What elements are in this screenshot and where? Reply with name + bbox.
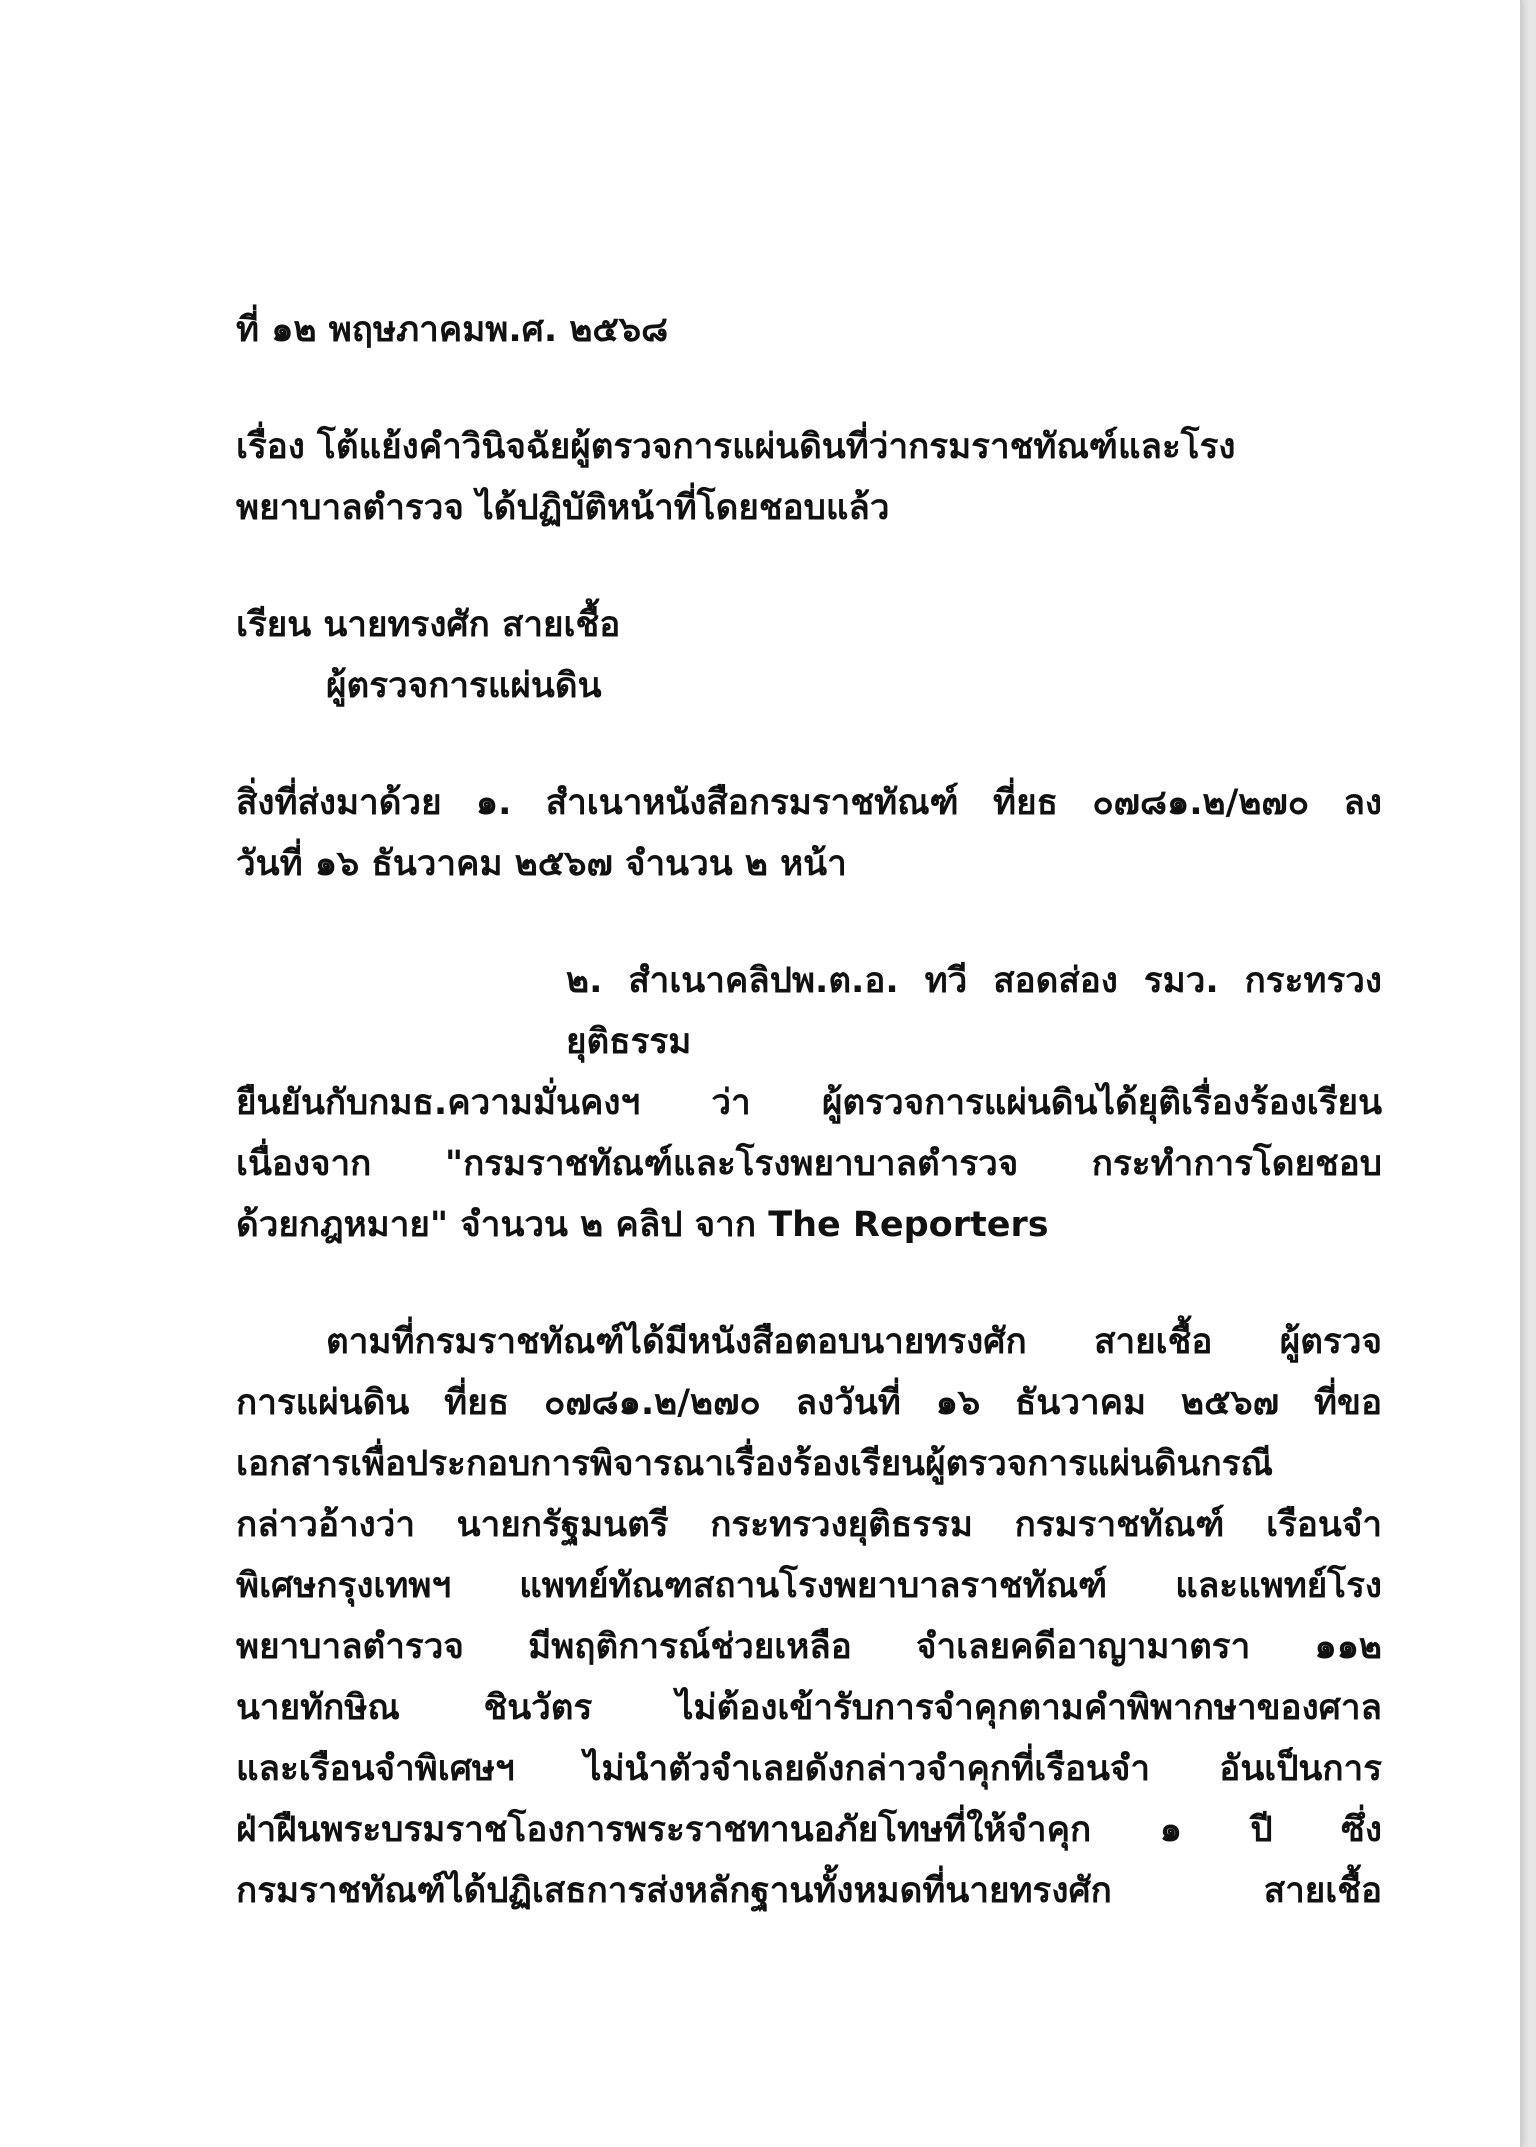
spacer (236, 717, 1382, 773)
enclosure-2-line-2: ยืนยันกับกมธ.ความมั่นคงฯ ว่า ผู้ตรวจการแผ่นดินได้ยุติเรื่องร้องเรียน (236, 1083, 1382, 1123)
body-line-7: นายทักษิณ ชินวัตร ไม่ต้องเข้ารับการจำคุกตามคำพิพากษาของศาล (236, 1688, 1382, 1728)
spacer (236, 539, 1382, 595)
enclosure-2-line-4: ด้วยกฎหมาย" จำนวน ๒ คลิป จาก The Reporters (236, 1205, 1049, 1245)
date-line: ที่ ๑๒ พฤษภาคมพ.ศ. ๒๕๖๘ (236, 310, 669, 350)
enclosure-2-line-3: เนื่องจาก "กรมราชทัณฑ์และโรงพยาบาลตำรวจ กระทำการโดยชอบ (236, 1144, 1382, 1184)
spacer (236, 1256, 1382, 1312)
subject-line-1: เรื่อง โต้แย้งคำวินิจฉัยผู้ตรวจการแผ่นดินที่ว่ากรมราชทัณฑ์และโรง (236, 427, 1236, 467)
body-line-3: เอกสารเพื่อประกอบการพิจารณาเรื่องร้องเรียนผู้ตรวจการแผ่นดินกรณี (236, 1444, 1274, 1484)
body-line-2: การแผ่นดิน ที่ยธ ๐๗๘๑.๒/๒๗๐ ลงวันที่ ๑๖ ธันวาคม ๒๕๖๗ ที่ขอ (236, 1383, 1382, 1423)
body-line-1: ตามที่กรมราชทัณฑ์ได้มีหนังสือตอบนายทรงศัก สายเชื้อ ผู้ตรวจ (326, 1322, 1382, 1362)
body-line-4: กล่าวอ้างว่า นายกรัฐมนตรี กระทรวงยุติธรรม กรมราชทัณฑ์ เรือนจำ (236, 1505, 1382, 1545)
body-line-10: กรมราชทัณฑ์ได้ปฏิเสธการส่งหลักฐานทั้งหมดที่นายทรงศัก สายเชื้อ (236, 1871, 1382, 1911)
spacer (236, 361, 1382, 417)
addressee-title: ผู้ตรวจการแผ่นดิน (326, 666, 602, 706)
body-line-9: ฝ่าฝืนพระบรมราชโองการพระราชทานอภัยโทษที่ให้จำคุก ๑ ปี ซึ่ง (236, 1810, 1382, 1850)
letter-content (236, 300, 1382, 1922)
body-line-6: พยาบาลตำรวจ มีพฤติการณ์ช่วยเหลือ จำเลยคดีอาญามาตรา ๑๑๒ (236, 1627, 1382, 1667)
addressee-line-1: เรียน นายทรงศัก สายเชื้อ (236, 605, 621, 645)
enclosure-1-line-1: สิ่งที่ส่งมาด้วย ๑. สำเนาหนังสือกรมราชทัณฑ์ ที่ยธ ๐๗๘๑.๒/๒๗๐ ลง (236, 783, 1382, 823)
body-line-5: พิเศษกรุงเทพฯ แพทย์ทัณฑสถานโรงพยาบาลราชทัณฑ์ และแพทย์โรง (236, 1566, 1382, 1606)
spacer (236, 895, 1382, 951)
enclosure-2-line-1: ๒. สำเนาคลิปพ.ต.อ. ทวี สอดส่อง รมว. กระทรวงยุติธรรม (566, 961, 1382, 1062)
enclosure-1-line-2: วันที่ ๑๖ ธันวาคม ๒๕๖๗ จำนวน ๒ หน้า (236, 844, 847, 884)
subject-line-2: พยาบาลตำรวจ ได้ปฏิบัติหน้าที่โดยชอบแล้ว (236, 488, 890, 528)
body-line-8: และเรือนจำพิเศษฯ ไม่นำตัวจำเลยดังกล่าวจำคุกที่เรือนจำ อันเป็นการ (236, 1749, 1382, 1789)
